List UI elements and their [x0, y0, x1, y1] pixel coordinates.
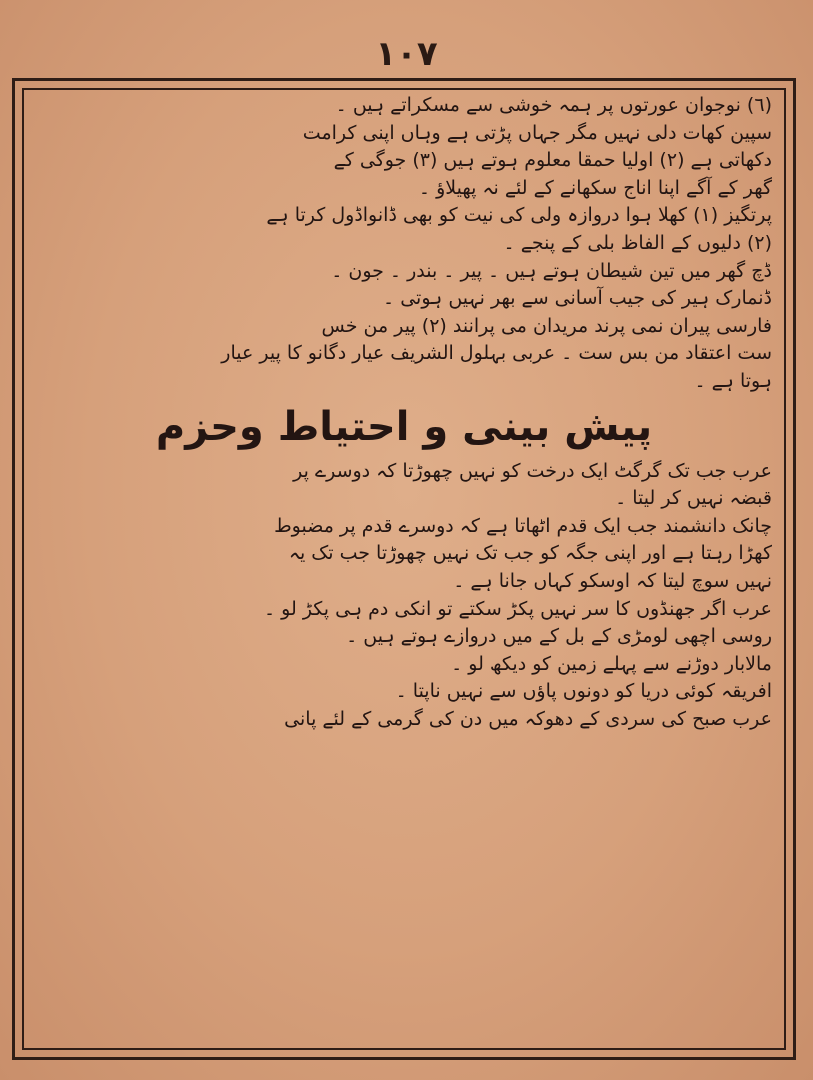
page-text — [36, 92, 772, 1042]
text-line: ڈچ گھر میں تین شیطان ہوتے ہیں ۔ پیر ۔ بندر ۔ جون ۔ — [331, 259, 772, 282]
text-line: دکھاتی ہے (٢) اولیا حمقا معلوم ہوتے ہیں (٣) جوگی کے — [333, 149, 772, 172]
section-heading: پیش بینی و احتیاط وحزم — [155, 403, 653, 450]
text-line: پرتگیز (١) کھلا ہوا دروازہ ولی کی نیت کو بھی ڈانواڈول کرتا ہے — [266, 204, 772, 227]
text-line: کھڑا رہتا ہے اور اپنی جگہ کو جب تک نہیں چھوڑتا جب تک یہ — [288, 542, 772, 565]
text-line: روسی اچھی لومڑی کے بل کے میں دروازے ہوتے ہیں ۔ — [346, 625, 772, 648]
text-line: چانک دانشمند جب ایک قدم اٹھاتا ہے کہ دوسرے قدم پر مضبوط — [274, 514, 772, 537]
text-line: مالابار دوڑنے سے پہلے زمین کو دیکھ لو ۔ — [451, 652, 772, 675]
text-line: افریقہ کوئی دریا کو دونوں پاؤں سے نہیں ناپتا ۔ — [395, 680, 772, 703]
text-line: نہیں سوچ لیتا کہ اوسکو کہاں جانا ہے ۔ — [453, 569, 772, 592]
text-line: قبضہ نہیں کر لیتا ۔ — [615, 487, 772, 510]
text-line: سپین کھات دلی نہیں مگر جہاں پڑتی ہے وہاں اپنی کرامت — [302, 121, 772, 144]
text-line: ہوتا ہے ۔ — [694, 369, 772, 392]
text-line: عرب جب تک گرگٹ ایک درخت کو نہیں چھوڑتا کہ دوسرے پر — [293, 459, 772, 482]
text-line: عرب اگر جھنڈوں کا سر نہیں پکڑ سکتے تو انکی دم ہی پکڑ لو ۔ — [264, 597, 772, 620]
text-line: (٦) نوجوان عورتوں پر ہمہ خوشی سے مسکراتے ہیں ۔ — [335, 94, 772, 116]
text-line: ست اعتقاد من بس ست ۔ عربی بہلول الشریف عیار دگانو کا پیر عیار — [221, 342, 772, 365]
text-line: عرب صبح کی سردی کے دھوکہ میں دن کی گرمی کے لئے پانی — [284, 707, 772, 730]
page-number: ١٠٧ — [375, 34, 438, 74]
text-line: ڈنمارک ہیر کی جیب آسانی سے بھر نہیں ہوتی ۔ — [383, 287, 772, 310]
text-line: فارسی پیران نمی پرند مریدان می پرانند (٢) پیر من خس — [321, 314, 772, 337]
text-line: (٢) دلیوں کے الفاظ بلی کے پنجے ۔ — [503, 231, 772, 254]
text-line: گھر کے آگے اپنا اناج سکھانے کے لئے نہ پھیلاؤ ۔ — [418, 176, 772, 199]
